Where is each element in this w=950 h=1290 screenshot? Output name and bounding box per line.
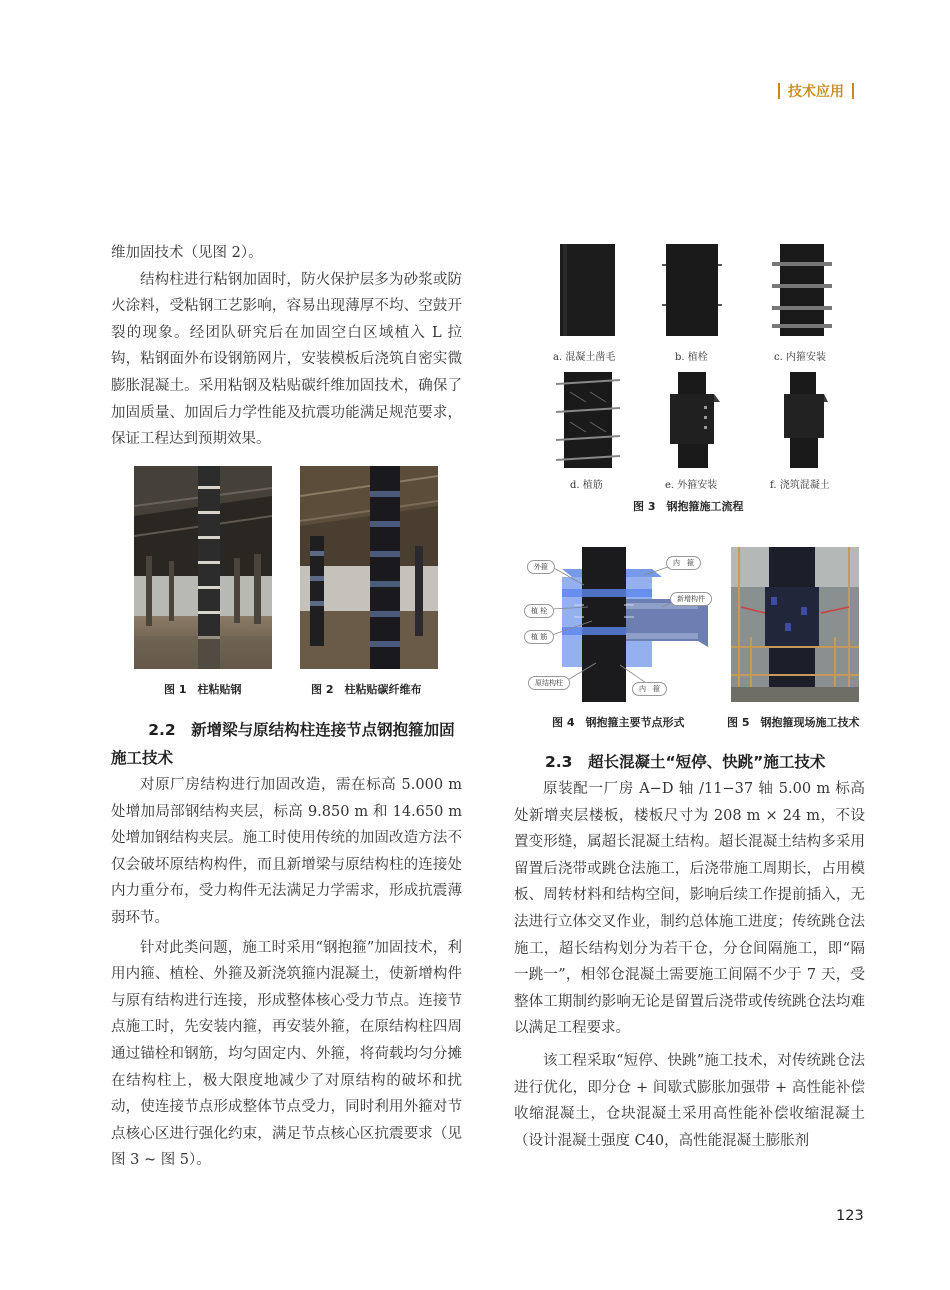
figure-3a-image <box>560 244 615 336</box>
figure-3e-caption: e. 外箍安装 <box>665 480 718 491</box>
tag-bar-right <box>852 83 854 99</box>
figure-3d-image <box>556 372 620 468</box>
paragraph: 针对此类问题，施工时采用“钢抱箍”加固技术，利用内箍、植栓、外箍及新浇筑箍内混凝土，使新增构件与原有结构进行连接，形成整体核心受力节点。连接节点施工时，先安装内箍，再安装外箍，在原结构柱四周通过锚栓和钢筋，均匀固定内、外箍，将荷载均匀分摊在结构柱上，极大限度地减少了对原结构的破坏和扰动，使连接节点形成整体节点受力，同时利用外箍对节点核心区进行强化约束，满足节点核心区抗震要求（见图 3 ~ 图 5）。 <box>111 939 462 1169</box>
section-heading-2-2: 2.2 新增梁与原结构柱连接节点钢抱箍加固施工技术 <box>111 721 455 767</box>
paragraph: 对原厂房结构进行加固改造，需在标高 5.000 m 处增加局部钢结构夹层，标高 9.850 m 和 14.650 m 处增加钢结构夹层。施工时使用传统的加固改造方法不仅会破坏原结构构件，而且新增梁与原结构柱的连接处内力重分布，受力构件无法满足力学需求，形成抗震薄弱环节。 <box>111 777 462 926</box>
label-inner-hoop-bottom: 内 箍 <box>632 682 667 696</box>
paragraph: 结构柱进行粘钢加固时，防火保护层多为砂浆或防火涂料，受粘钢工艺影响，容易出现薄厚不均、空鼓开裂的现象。经团队研究后在加固空白区域植入 L 拉钩，粘钢面外布设钢筋网片，安装模板后浇筑自密实微膨胀混凝土。采用粘钢及粘贴碳纤维加固技术，确保了加固质量、加固后力学性能及抗震功能满足规范要求，保证工程达到预期效果。 <box>111 271 462 448</box>
figure-3-caption: 图 3 钢抱箍施工流程 <box>633 500 744 513</box>
section-heading-2-3: 2.3 超长混凝土“短停、快跳”施工技术 <box>545 753 826 771</box>
right-column <box>514 748 865 1154</box>
figure-4-caption: 图 4 钢抱箍主要节点形式 <box>552 716 685 729</box>
figure-3e-image <box>664 372 724 468</box>
label-original-member: 原结构柱 <box>528 676 570 690</box>
paragraph: 原装配一厂房 A−D 轴 /11−37 轴 5.00 m 标高处新增夹层楼板，楼板尺寸为 208 m × 24 m，不设置变形缝，属超长混凝土结构。超长混凝土结构多采用留置后浇带或跳仓法施工，后浇带施工周期长，占用模板、周转材料和结构空间，影响后续工作提前插入，无法进行立体交叉作业，制约总体施工进度；传统跳仓法施工，超长结构划分为若干仓，分仓间隔施工，即“隔一跳一”，相邻仓混凝土需要施工间隔不少于 7 天，受整体工期制约影响无论是留置后浇带或传统跳仓法均难以满足工程要求。 <box>514 781 865 1037</box>
figure-1-caption: 图 1 柱粘贴钢 <box>164 683 242 696</box>
figure-3c-caption: c. 内箍安装 <box>774 352 826 363</box>
label-outer-hoop: 外箍 <box>527 560 555 574</box>
figure-3d-caption: d. 植筋 <box>570 480 603 491</box>
section-tag-label: 技术应用 <box>788 84 844 100</box>
figure-3b-caption: b. 植栓 <box>675 352 708 363</box>
left-column-top <box>111 240 462 453</box>
figure-5-photo <box>731 547 859 702</box>
label-rebar: 植 筋 <box>524 630 554 644</box>
label-new-member: 新增构件 <box>670 592 712 606</box>
left-column-bottom <box>111 716 462 1174</box>
paragraph: 该工程采取“短停、快跳”施工技术，对传统跳仓法进行优化，即分仓 + 间歇式膨胀加强带 + 高性能补偿收缩混凝土，仓块混凝土采用高性能补偿收缩混凝土（设计混凝土强度 C40，高性能混凝土膨胀剂 <box>514 1052 865 1149</box>
figure-3f-image <box>780 372 830 468</box>
figure-2-photo <box>300 466 438 669</box>
figure-1-photo <box>134 466 272 669</box>
label-inner-hoop-top: 内 箍 <box>666 556 701 570</box>
figure-2-caption: 图 2 柱粘贴碳纤维布 <box>311 683 422 696</box>
figure-5-caption: 图 5 钢抱箍现场施工技术 <box>727 716 860 729</box>
figure-3b-image <box>662 244 722 336</box>
tag-bar-left <box>778 83 780 99</box>
paragraph: 维加固技术（见图 2）。 <box>111 245 263 261</box>
page-number: 123 <box>836 1208 864 1224</box>
figure-3a-caption: a. 混凝土凿毛 <box>553 352 616 363</box>
figure-3c-image <box>772 244 832 336</box>
label-bolt: 植 栓 <box>524 604 554 618</box>
section-tag <box>770 81 862 101</box>
figure-3f-caption: f. 浇筑混凝土 <box>770 480 830 491</box>
